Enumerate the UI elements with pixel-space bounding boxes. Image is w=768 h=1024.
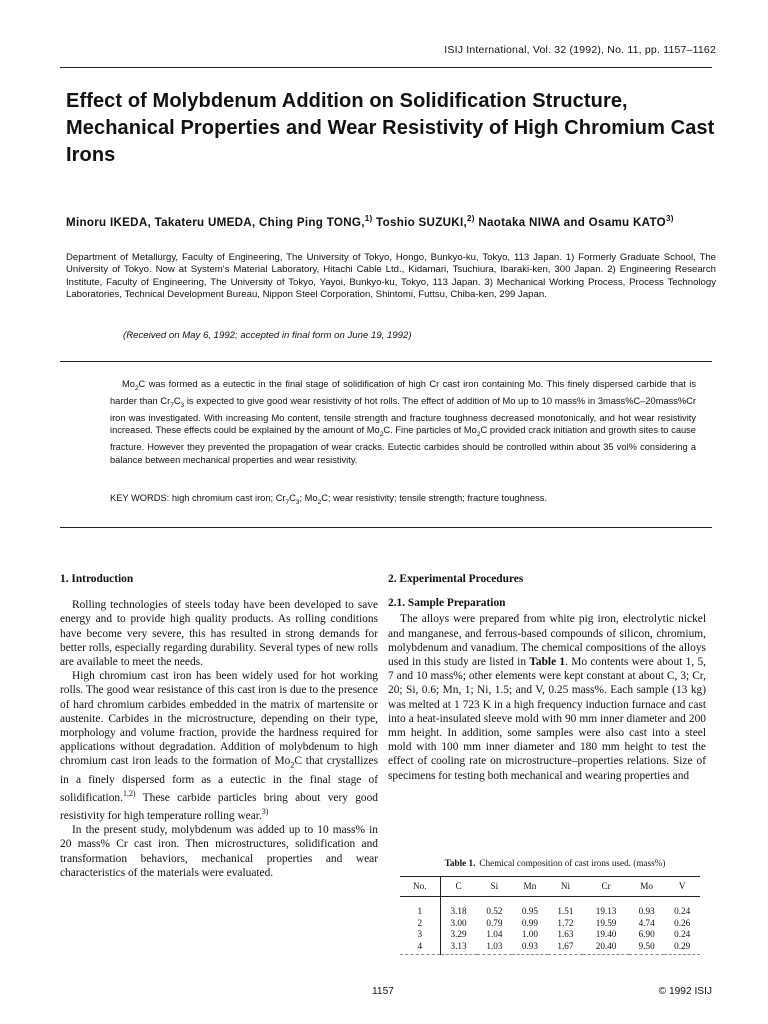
keywords: KEY WORDS: high chromium cast iron; $Cr_7C_3$; $Mo_2C$; wear resistivity; tensile strength; fracture toughness. <box>110 493 547 506</box>
right-column <box>388 572 706 783</box>
abstract <box>110 378 696 466</box>
page-number: 1157 <box>372 986 394 997</box>
subsection-heading-sample-preparation: 2.1. Sample Preparation <box>388 597 506 610</box>
intro-paragraph-3: In the present study, molybdenum was added up to 10 mass% in 20 mass% Cr cast iron. Then microstructures, solidification and transformation behaviors, mechanical properties and wear characteristics of the materials were evaluated. <box>60 824 378 879</box>
copyright-notice: © 1992 ISIJ <box>658 986 712 997</box>
table-header-cell: Mo <box>640 881 654 891</box>
table-header-cell: V <box>678 881 686 891</box>
author-group-3: Naotaka NIWA and Osamu KATO <box>474 215 666 229</box>
table-cell: 3 <box>400 929 440 941</box>
abstract-bottom-rule <box>60 527 712 528</box>
table-cell: 3.00 <box>450 917 467 928</box>
left-column <box>60 572 378 880</box>
table-cell: 19.40 <box>595 929 617 939</box>
article-title: Effect of Molybdenum Addition on Solidification Structure, Mechanical Properties and Wear Resistivity of High Chromium Cast Irons <box>66 90 715 166</box>
table-cell: 1.00 <box>521 929 538 939</box>
abstract-text: $Mo_2C$ was formed as a eutectic in the final stage of solidification of high Cr cast iron containing Mo. This finely dispersed carbide that is harder than $Cr_7C_3$ is expected to give good wear resistivity of hot rolls. The effect of addition of Mo up to 10 mass% in 3mass%C–20mass%Cr iron was investigated. With increasing Mo content, tensile strength and fracture toughness decreased monotonically, and hot wear resistivity increased. These effects could be explained by the amount of $Mo_2C$. Fine particles of $Mo_2C$ provided crack initiation and growth sites to cause fracture. However they prevented the propagation of wear cracks. Eutectic carbides should be controlled within about 35 vol% considering a balance between mechanical properties and wear resistivity. <box>110 379 696 465</box>
table-caption: Table 1. Chemical composition of cast irons used. (mass%) <box>444 858 666 868</box>
table-cell: 3.13 <box>440 941 477 955</box>
table-header-cell: Si <box>490 881 499 891</box>
table-header-cell: C <box>455 881 462 891</box>
table-row <box>400 918 700 930</box>
table-cell: 0.52 <box>486 906 503 916</box>
affiliations: Department of Metallurgy, Faculty of Engineering, The University of Tokyo, Hongo, Bunkyo-ku, Tokyo, 113 Japan. 1) Formerly Graduate School, The University of Tokyo. Now at System's Material Laboratory, Hitachi Cable Ltd., Kidamari, Tsuchiura, Ibaraki-ken, 300 Japan. 2) Engineering Research Institute, Faculty of Engineering, The University of Tokyo, Yayoi, Bunkyo-ku, Tokyo, 113 Japan. 3) Mechanical Working Process, Process Technology Laboratories, Technical Development Bureau, Nippon Steel Corporation, Shintomi, Futtsu, Chiba-ken, 299 Japan. <box>66 252 716 300</box>
table-cell: 0.93 <box>512 941 548 955</box>
table-cell: 0.24 <box>674 906 691 916</box>
table-header-row <box>400 877 700 897</box>
table-cell: 4.74 <box>638 917 655 928</box>
table-row <box>400 941 700 955</box>
table-header-cell: Cr <box>601 881 611 891</box>
author-ref-2: 2) <box>466 214 475 223</box>
table-cell: 1 <box>400 897 440 918</box>
author-group-2: Toshio SUZUKI, <box>372 215 467 229</box>
table-cell: 1.03 <box>477 941 513 955</box>
author-ref-3: 3) <box>665 214 674 223</box>
abstract-top-rule <box>60 361 712 362</box>
running-header: ISIJ International, Vol. 32 (1992), No. 11, pp. 1157–1162 <box>444 44 716 56</box>
table-cell: 6.90 <box>638 929 655 939</box>
intro-paragraph-2: High chromium cast iron has been widely used for hot working rolls. The good wear resistance of this cast iron is due to the presence of hard chromium carbides embedded in the matrix of martensite or austenite. Carbides in the microstructure, depending on their type, morphology and volume fraction, provide the hardness required for applications without degradation. Addition of molybdenum to high chromium cast iron leads to the formation of $Mo_2C$ that crystallizes in a finely dispersed form as a eutectic in the final stage of solidification.$^{1,2)}$ These carbide particles bring about very good resistivity for high temperature rolling wear.$^{3)}$ <box>60 670 379 822</box>
table-cell: 3.18 <box>450 906 467 916</box>
table-cell: 1.72 <box>557 917 574 928</box>
table-label: Table 1. <box>444 858 476 868</box>
table-cell: 2 <box>400 918 440 930</box>
intro-paragraph-1: Rolling technologies of steels today have been developed to save energy and to provide high quality products. As rolling conditions have become very severe, this has resulted in strong demands for better rolls, especially regarding durability. Several types of new rolls are available to meet the needs. <box>60 599 378 669</box>
table-header-cell: Ni <box>560 881 571 891</box>
composition-table <box>400 876 700 955</box>
table-cell: 0.99 <box>521 917 538 928</box>
author-list <box>66 211 716 230</box>
table-1 <box>400 858 710 955</box>
received-date: (Received on May 6, 1992; accepted in final form on June 19, 1992) <box>123 330 412 341</box>
keywords-label: KEY WORDS: <box>110 493 170 503</box>
section-heading-introduction: 1. Introduction <box>60 573 134 585</box>
author-group-1: Minoru IKEDA, Takateru UMEDA, Ching Ping TONG, <box>66 215 365 229</box>
table-cell: 0.29 <box>664 941 700 955</box>
author-ref-1: 1) <box>364 214 373 223</box>
table-header-cell: Mn <box>523 881 537 891</box>
table-cell: 1.51 <box>557 906 574 916</box>
top-rule <box>60 67 712 68</box>
table-row <box>400 897 700 918</box>
table-cell: 0.93 <box>638 906 655 916</box>
table-row <box>400 929 700 941</box>
citation-ref: 3) <box>261 807 269 817</box>
table-cell: 20.40 <box>583 941 629 955</box>
table-cell: 1.63 <box>557 929 574 939</box>
citation-ref: 1,2) <box>122 789 136 799</box>
table-cell: 9.50 <box>629 941 665 955</box>
table-cell: 0.79 <box>486 917 503 928</box>
table-cell: 19.59 <box>595 917 617 928</box>
table-cell: 0.95 <box>521 906 538 916</box>
table-cell: 4 <box>400 941 440 955</box>
table-cell: 0.24 <box>674 929 691 939</box>
experimental-paragraph-1: The alloys were prepared from white pig iron, electrolytic nickel and manganese, and ferrous-based compounds of silicon, chromium, molybdenum and vanadium. The chemical compositions of the alloys used in this study are listed in Table 1. Mo contents were about 1, 5, 7 and 10 mass%; other elements were kept constant at about C, 3; Cr, 20; Si, 0.6; Mn, 1; Ni, 1.5; and V, 0.25 mass%. Each sample (13 kg) was melted at 1 723 K in a high frequency induction furnace and cast into a heat-insulated sleeve mold with 90 mm inner diameter and 200 mm height. In addition, some samples were also cast into a steel mold with 100 mm inner diameter and 180 mm height to test the effect of cooling rate on microstructure–properties relations. Size of specimens for testing both mechanical and wearing properties and <box>388 613 706 782</box>
table-reference: Table 1 <box>529 656 566 669</box>
table-cell: 1.04 <box>486 929 503 939</box>
section-heading-experimental: 2. Experimental Procedures <box>388 573 524 585</box>
table-cell: 19.13 <box>595 906 617 916</box>
table-cell: 1.67 <box>548 941 584 955</box>
table-cell: 0.26 <box>674 917 691 928</box>
table-cell: 3.29 <box>450 929 467 939</box>
table-header-cell: No. <box>400 877 440 897</box>
